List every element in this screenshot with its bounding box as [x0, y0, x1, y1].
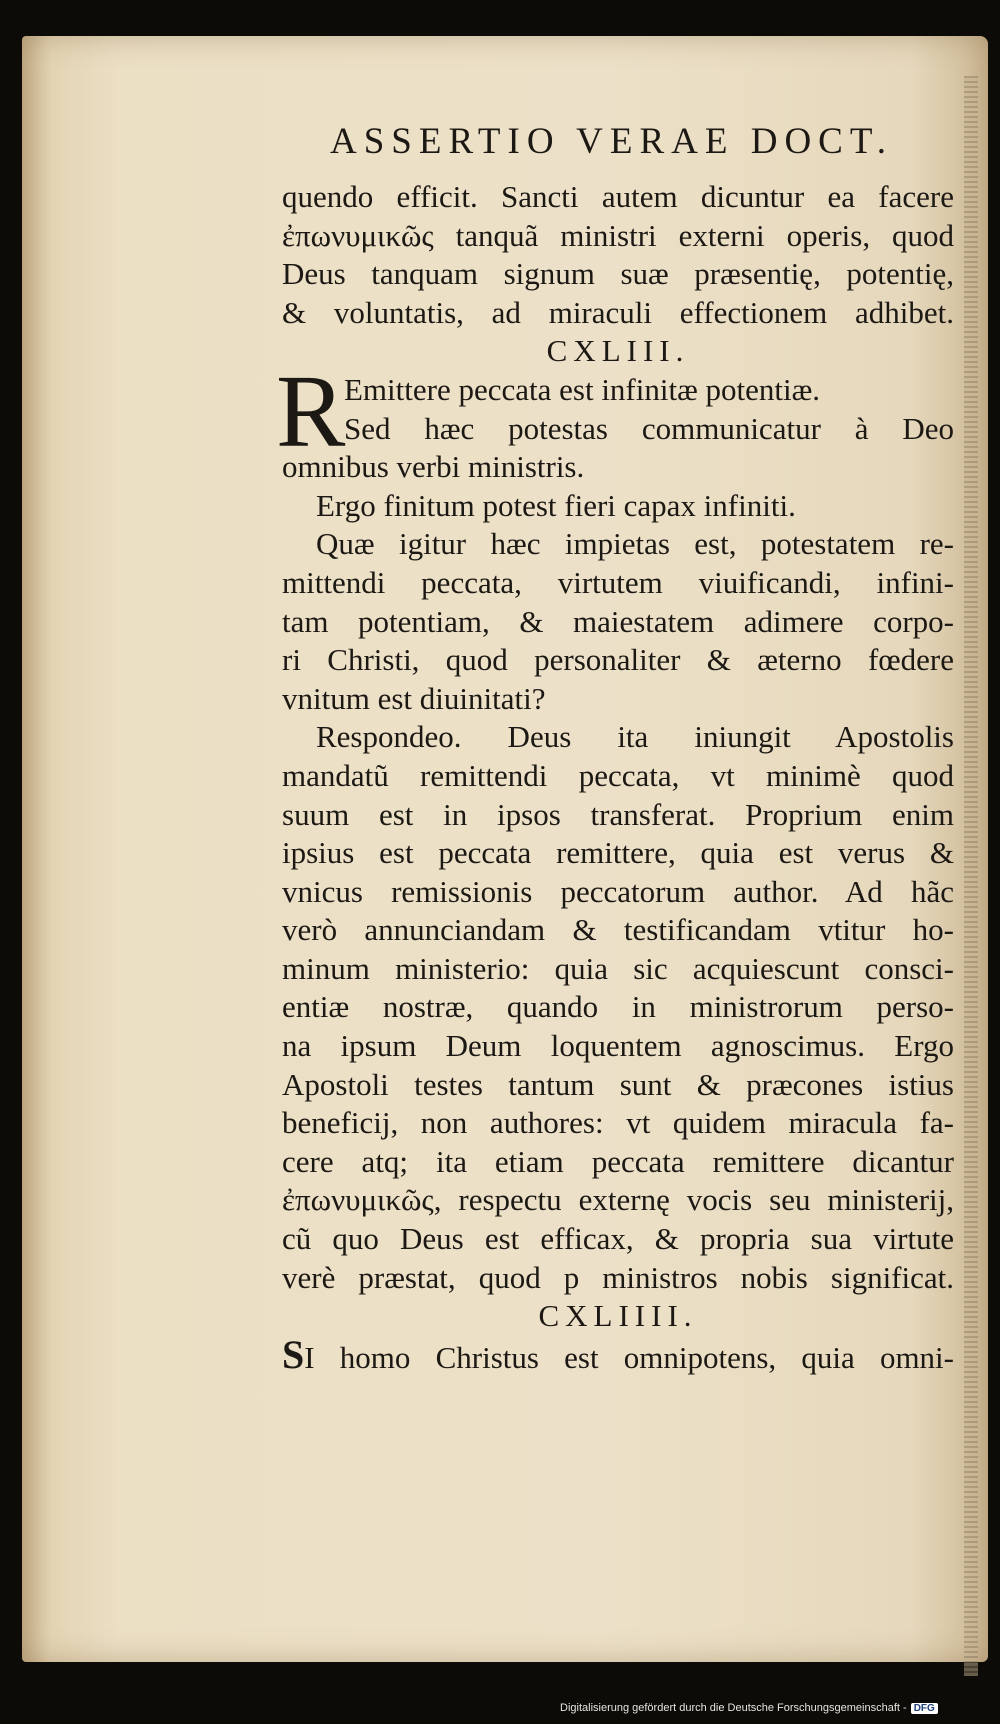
text-line: ri Christi, quod personaliter & æterno fœdere [282, 642, 954, 678]
text-line: ipsius est peccata remittere, quia est verus & [282, 835, 954, 871]
text-line: Apostoli testes tantum sunt & præcones istius [282, 1066, 954, 1102]
text-line: & voluntatis, ad miraculi effectionem adhibet. [282, 294, 954, 330]
text-line: verò annunciandam & testificandam vtitur ho- [282, 912, 954, 948]
text-line: Quæ igitur hæc impietas est, potestatem re- [316, 526, 954, 562]
text-line: na ipsum Deum loquentem agnoscimus. Ergo [282, 1028, 954, 1064]
initial-letter-s: S [282, 1335, 305, 1377]
text-line [282, 1336, 954, 1378]
text-line: Ergo finitum potest fieri capax infiniti. [316, 487, 796, 523]
drop-cap-initial: R [276, 354, 346, 469]
text-line: Sed hæc potestas communicatur à Deo [344, 410, 954, 446]
text-line: Respondeo. Deus ita iniungit Apostolis [316, 719, 954, 755]
text-line: CXLIIII. [538, 1298, 698, 1334]
footer-text: Digitalisierung gefördert durch die Deutsche Forschungsgemeinschaft - [560, 1702, 907, 1714]
text-line: suum est in ipsos transferat. Proprium enim [282, 796, 954, 832]
text-line: mittendi peccata, virtutem viuificandi, infini- [282, 564, 954, 600]
text-line: minum ministerio: quia sic acquiescunt consci- [282, 950, 954, 986]
text-line: ἐπωνυμικῶς tanquã ministri externi operis, quod [282, 217, 954, 253]
text-line: cũ quo Deus est efficax, & propria sua virtute [282, 1221, 954, 1257]
text-line: Deus tanquam signum suæ præsentię, potentię, [282, 256, 954, 292]
text-line: entiæ nostræ, quando in ministrorum perso- [282, 989, 954, 1025]
text-line-content: I homo Christus est omnipotens, quia omni- [304, 1339, 954, 1375]
text-line: tam potentiam, & maiestatem adimere corpo- [282, 603, 954, 639]
text-line: vnitum est diuinitati? [282, 680, 546, 716]
dfg-logo: DFG [911, 1703, 938, 1714]
text-line: CXLIII. [546, 333, 690, 369]
running-head: ASSERTIO VERAE DOCT. [330, 121, 893, 162]
body-text [282, 178, 954, 1377]
text-line: quendo efficit. Sancti autem dicuntur ea facere [282, 179, 954, 214]
text-line: verè præstat, quod p ministros nobis significat. [282, 1259, 954, 1295]
text-line: ἐπωνυμικῶς, respectu externę vocis seu ministerij, [282, 1182, 954, 1218]
text-line: vnicus remissionis peccatorum author. Ad hãc [282, 873, 954, 909]
text-line: beneficij, non authores: vt quidem miracula fa- [282, 1105, 954, 1141]
text-line: Emittere peccata est infinitæ potentiæ. [344, 371, 821, 407]
digitization-footer [560, 1702, 938, 1714]
page-fore-edge [964, 76, 978, 1676]
text-line: mandatũ remittendi peccata, vt minimè quod [282, 757, 954, 793]
text-line: omnibus verbi ministris. [282, 449, 585, 485]
text-line: cere atq; ita etiam peccata remittere dicantur [282, 1143, 954, 1179]
